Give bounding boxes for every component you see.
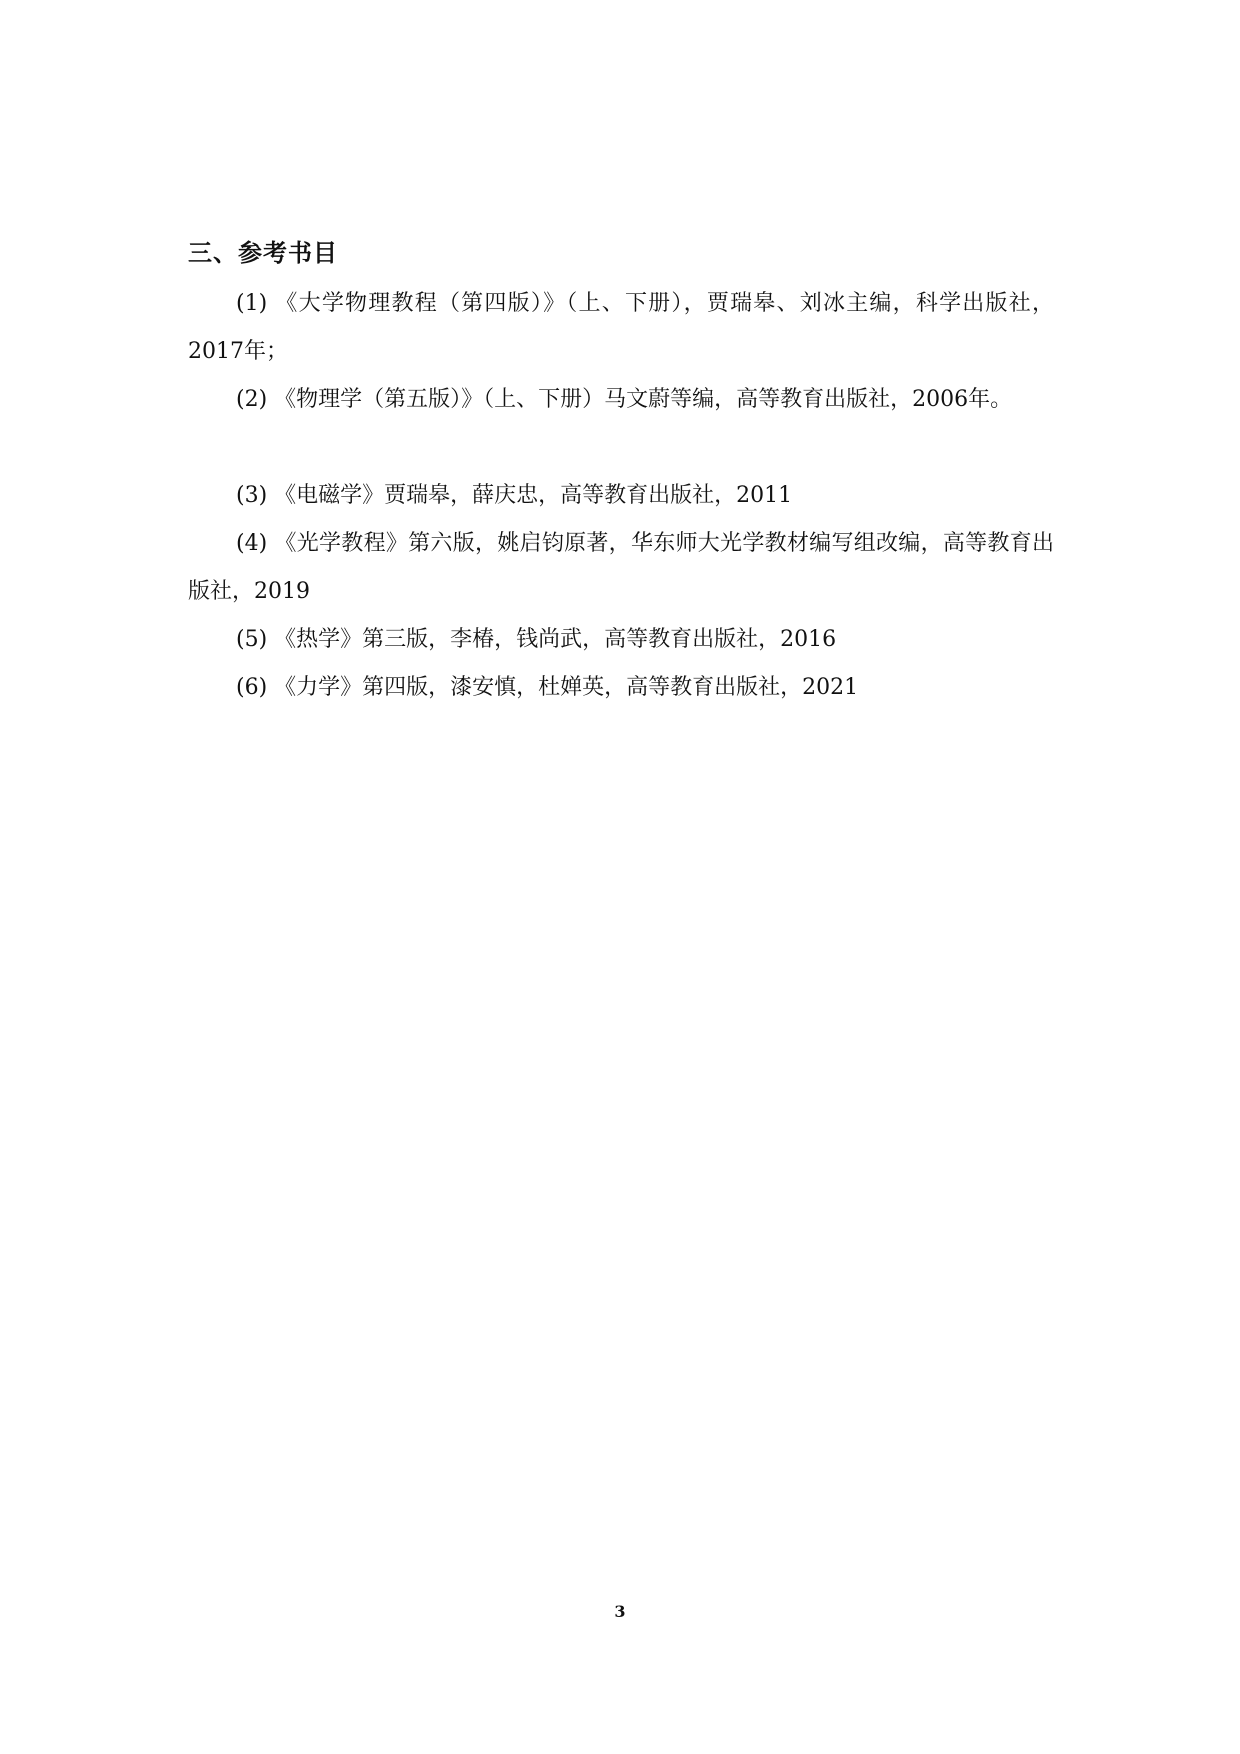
reference-number: (2) xyxy=(236,387,268,412)
page-number: 3 xyxy=(614,1602,626,1621)
reference-number: (1) xyxy=(236,291,268,316)
reference-number: (3) xyxy=(236,483,268,508)
reference-text: 《热学》第三版，李椿，钱尚武，高等教育出版社，2016 xyxy=(274,627,837,652)
reference-item xyxy=(188,616,1054,664)
reference-text: 《大学物理教程（第四版）》（上、下册），贾瑞皋、刘冰主编，科学出版社，2017年； xyxy=(188,291,1054,364)
reference-number: (5) xyxy=(236,627,268,652)
reference-item xyxy=(188,472,1054,520)
reference-text: 《电磁学》贾瑞皋，薛庆忠，高等教育出版社，2011 xyxy=(274,483,793,508)
reference-number: (4) xyxy=(236,531,268,556)
reference-item xyxy=(188,280,1054,376)
reference-item xyxy=(188,520,1054,616)
reference-text: 《力学》第四版，漆安慎，杜婵英，高等教育出版社，2021 xyxy=(274,675,859,700)
reference-item xyxy=(188,664,1054,712)
reference-text: 《物理学（第五版）》（上、下册）马文蔚等编，高等教育出版社，2006年。 xyxy=(274,387,1013,412)
reference-number: (6) xyxy=(236,675,268,700)
reference-text: 《光学教程》第六版，姚启钧原著，华东师大光学教材编写组改编，高等教育出版社，2019 xyxy=(188,531,1054,604)
section-heading: 三、参考书目 xyxy=(188,238,338,267)
reference-item xyxy=(188,376,1054,424)
